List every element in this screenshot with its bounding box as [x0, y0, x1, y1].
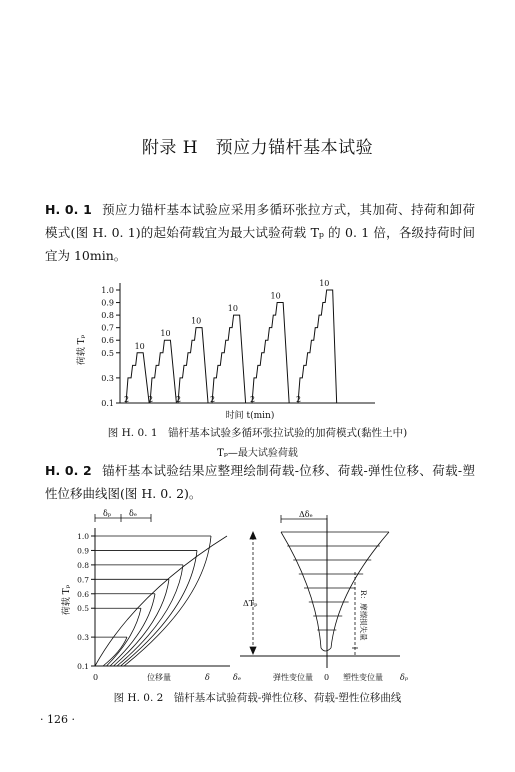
fig1-y-label: 荷载 Tₚ: [77, 334, 87, 366]
fig1-hold-label: 2: [148, 395, 154, 404]
fig2-tick-label: 0.6: [77, 589, 89, 599]
fig1-tick-label: 0.1: [101, 399, 114, 408]
fig2-unload-curve: [114, 579, 170, 666]
fig2-de-top: δₑ: [129, 509, 137, 518]
fig1-hold-label: 10: [270, 291, 281, 301]
fig2-delta-t-label: ΔTₚ: [243, 599, 258, 608]
fig2-tick-label: 0.5: [77, 604, 89, 614]
figure-h02: [55, 508, 475, 688]
fig2-dde-top: Δδₑ: [299, 510, 313, 519]
page-number: · 126 ·: [40, 713, 75, 726]
fig2-origin-left: 0: [93, 673, 99, 682]
fig1-tick-label: 0.9: [101, 298, 114, 308]
fig1-hold-label: 2: [176, 395, 182, 404]
fig1-hold-label: 10: [319, 279, 330, 288]
fig2-origin-right: 0: [324, 673, 330, 682]
fig2-dp-top: δₚ: [103, 509, 112, 518]
fig1-hold-labels: [124, 279, 329, 404]
page-title: 附录 H 预应力锚杆基本试验: [141, 138, 374, 158]
fig2-left-x-label: 位移量: [147, 673, 171, 682]
fig1-cycle-line: [208, 315, 250, 403]
figure-h01: [70, 278, 390, 423]
fig2-tick-label: 1.0: [77, 532, 89, 541]
figure1-caption: 图 H. 0. 1 锚杆基本试验多循环张拉试验的加荷模式(黏性土中): [107, 427, 408, 439]
fig2-y-ticks: [77, 532, 95, 671]
fig1-hold-label: 10: [227, 304, 238, 314]
fig2-elastic-curve: [281, 532, 321, 648]
section-h01: [45, 198, 475, 267]
fig2-left-x-symbol: δ: [205, 673, 210, 682]
fig1-tick-label: 0.7: [101, 323, 114, 333]
fig2-tick-label: 0.8: [77, 560, 89, 570]
fig1-x-label: 时间 t(min): [225, 411, 275, 421]
fig2-tick-label: 0.7: [77, 575, 89, 585]
fig1-cycle-line: [248, 303, 293, 403]
fig2-tick-label: 0.1: [77, 662, 89, 671]
section-text: 预应力锚杆基本试验应采用多循环张拉方式，其加荷、持荷和卸荷模式(图 H. 0. 1)的起始荷载宜为最大试验荷载 Tₚ 的 0. 1 倍，各级持荷时间宜为 10min。: [45, 202, 475, 263]
section-text: 锚杆基本试验结果应整理绘制荷载-位移、荷载-弹性位移、荷载-塑性位移曲线图(图 H. 0. 2)。: [45, 463, 475, 501]
fig2-plastic-symbol: δₚ: [400, 673, 409, 682]
fig1-hold-label: 2: [124, 395, 130, 404]
fig1-hold-label: 2: [296, 395, 302, 404]
section-h02: [45, 459, 475, 505]
fig1-cycle-line: [174, 328, 212, 403]
fig2-unload-curve: [117, 565, 183, 666]
fig1-y-ticks: [101, 286, 120, 408]
fig1-hold-label: 10: [191, 316, 202, 326]
fig1-tick-label: 0.6: [101, 336, 114, 346]
fig2-tick-label: 0.9: [77, 546, 89, 556]
fig1-hold-label: 2: [210, 395, 216, 404]
fig2-vertical-label: R：摩擦损失量: [359, 590, 368, 641]
fig2-elastic-symbol: δₑ: [233, 673, 241, 682]
fig2-left-axes: [95, 528, 230, 666]
figure1-note: Tₚ—最大试验荷载: [217, 448, 298, 459]
fig2-tick-label: 0.3: [77, 633, 89, 643]
fig1-axes: [120, 283, 375, 403]
fig1-cycle-line: [294, 290, 341, 403]
fig2-elastic-label: 弹性变位量: [273, 673, 313, 682]
section-number: H. 0. 1: [45, 202, 92, 217]
fig2-y-label: 荷载 Tₚ: [62, 584, 72, 616]
fig2-right-axes: [240, 518, 400, 668]
fig1-cycle-line: [146, 340, 180, 403]
figure2-caption: 图 H. 0. 2 锚杆基本试验荷载-弹性位移、荷载-塑性位移曲线: [113, 692, 402, 704]
fig1-hold-label: 2: [250, 395, 256, 404]
fig1-tick-label: 1.0: [101, 286, 114, 295]
fig2-bottom-curve: [321, 648, 331, 651]
section-number: H. 0. 2: [45, 463, 92, 478]
fig1-hold-label: 10: [160, 329, 171, 339]
fig1-tick-label: 0.5: [101, 348, 114, 358]
fig2-delta-t-arrow: [250, 532, 256, 654]
fig1-tick-label: 0.3: [101, 373, 114, 383]
fig2-plastic-label: 塑性变位量: [343, 673, 383, 682]
fig2-elastic-plastic-curves: [281, 532, 389, 656]
fig2-load-displacement-curves: [95, 536, 230, 666]
fig1-tick-label: 0.8: [101, 311, 114, 321]
fig1-hold-label: 10: [134, 341, 145, 351]
